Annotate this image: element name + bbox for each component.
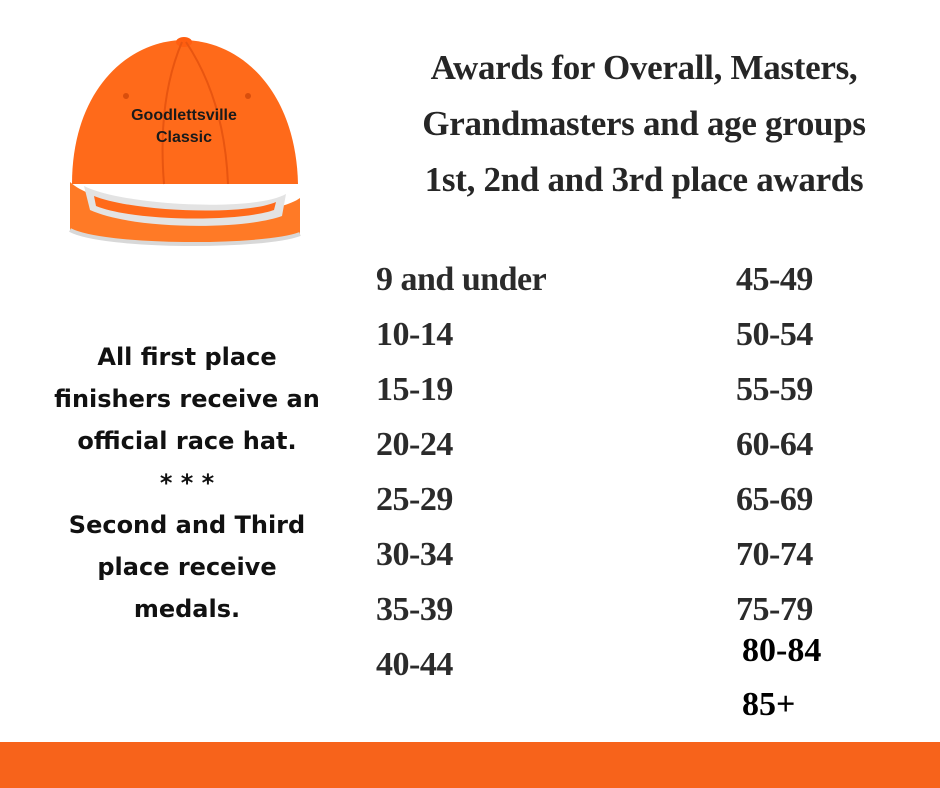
age-group-item: 15-19 xyxy=(376,371,453,408)
age-group-item: 65-69 xyxy=(736,481,813,518)
age-group-item: 35-39 xyxy=(376,591,453,628)
age-group-item: 25-29 xyxy=(376,481,453,518)
age-groups-left-column xyxy=(376,252,546,692)
note-line: finishers receive an xyxy=(54,385,320,413)
hat-and-medals-note xyxy=(28,336,346,630)
note-line: medals. xyxy=(133,595,241,623)
age-group-item-extra: 85+ xyxy=(742,686,796,723)
age-group-item: 30-34 xyxy=(376,536,453,573)
age-group-item: 10-14 xyxy=(376,316,453,353)
age-group-item: 60-64 xyxy=(736,426,813,463)
note-line: All first place xyxy=(97,343,277,371)
heading-line: Grandmasters and age groups xyxy=(422,104,866,143)
heading-line: Awards for Overall, Masters, xyxy=(430,48,858,87)
age-group-item: 20-24 xyxy=(376,426,453,463)
footer-accent-bar xyxy=(0,742,940,788)
age-group-item: 45-49 xyxy=(736,261,813,298)
note-line: place receive xyxy=(97,553,277,581)
age-group-item: 70-74 xyxy=(736,536,813,573)
age-group-item: 50-54 xyxy=(736,316,813,353)
age-group-item: 40-44 xyxy=(376,646,453,683)
age-group-item-extra: 80-84 xyxy=(742,632,822,669)
age-group-item: 55-59 xyxy=(736,371,813,408)
age-group-item: 75-79 xyxy=(736,591,813,628)
note-separator: * * * xyxy=(159,469,215,497)
hat-text-line2: Classic xyxy=(155,129,213,146)
note-line: official race hat. xyxy=(77,427,297,455)
age-group-item: 9 and under xyxy=(376,261,547,298)
note-line: Second and Third xyxy=(68,511,306,539)
awards-heading xyxy=(384,40,904,208)
age-groups-right-column xyxy=(736,252,813,637)
hat-text-line1: Goodlettsville xyxy=(131,107,237,124)
heading-line: 1st, 2nd and 3rd place awards xyxy=(424,160,864,199)
race-hat-image xyxy=(64,34,304,249)
